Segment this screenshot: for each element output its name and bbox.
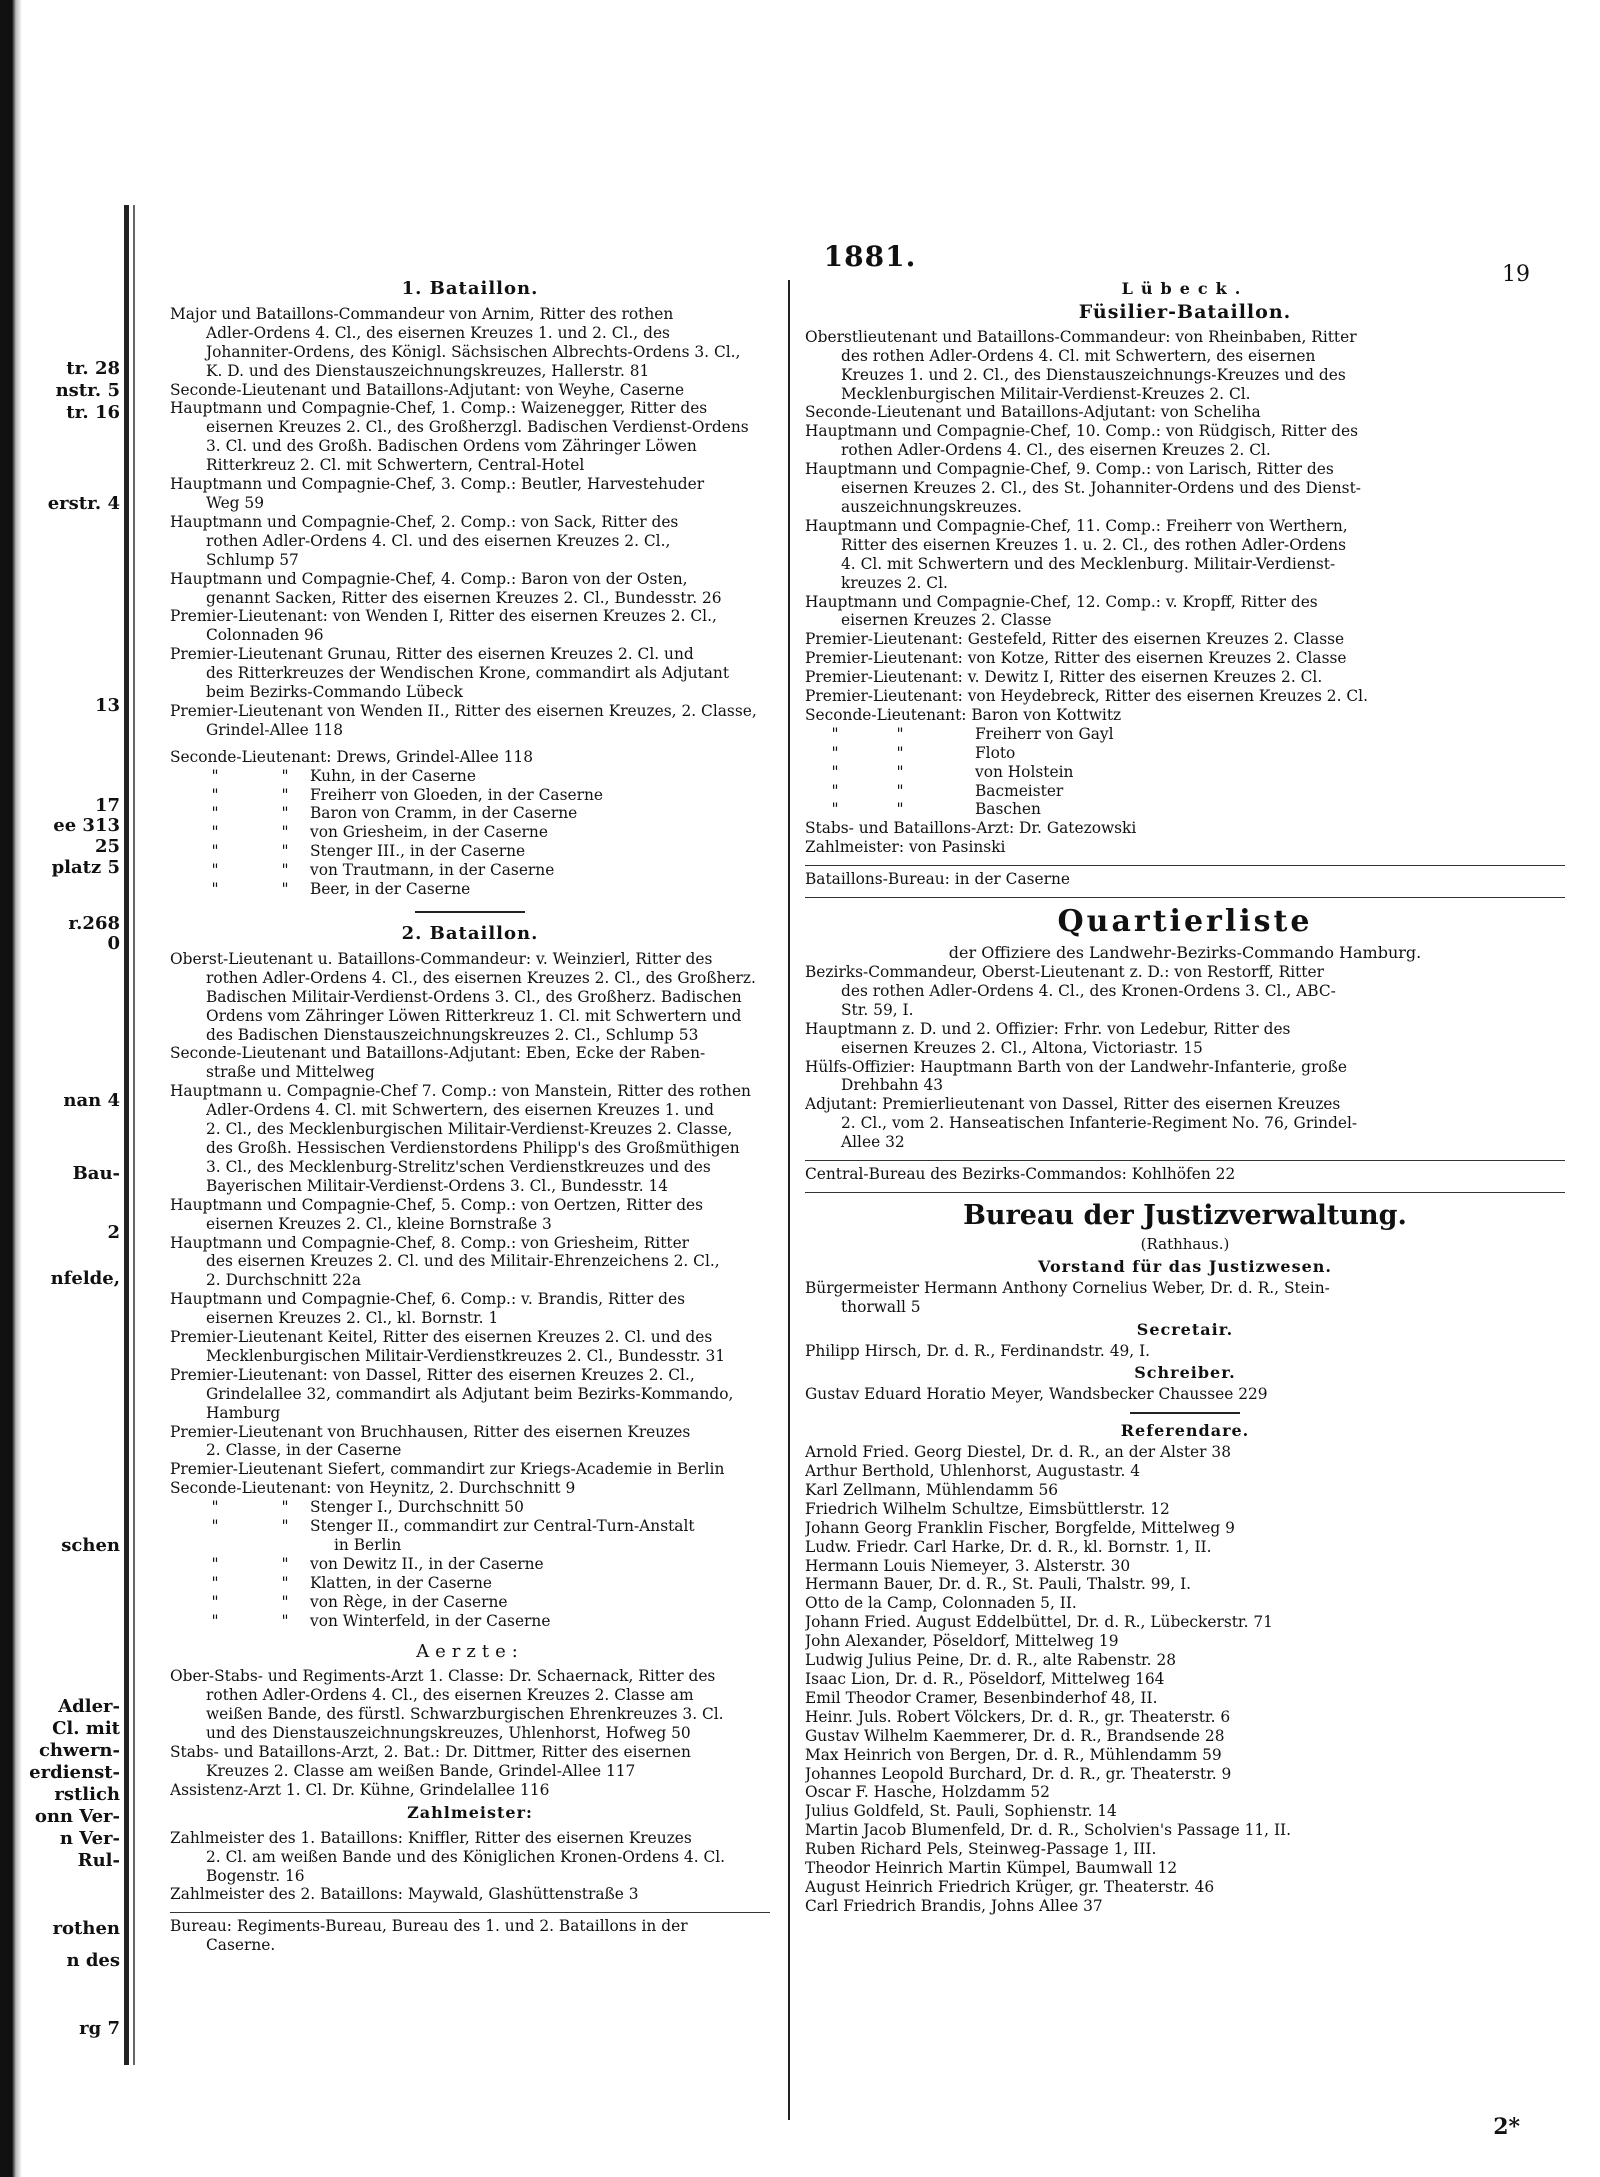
- entry-line: Hauptmann und Compagnie-Chef, 2. Comp.: von Sack, Ritter des: [170, 512, 679, 531]
- entry-line: Hauptmann und Compagnie-Chef, 8. Comp.: von Griesheim, Ritter: [170, 1233, 690, 1252]
- officer-name: in Berlin: [334, 1536, 402, 1554]
- ditto-mark: ": [211, 1498, 219, 1517]
- entry-line: Ritter des eisernen Kreuzes 1. u. 2. Cl., des rothen Adler-Ordens: [841, 535, 1346, 554]
- list-item: Ruben Richard Pels, Steinweg-Passage 1, III.: [805, 1840, 1157, 1859]
- entry-line: Hauptmann und Compagnie-Chef, 10. Comp.: von Rüdgisch, Ritter des: [805, 422, 1359, 441]
- entry-line: Premier-Lieutenant von Bruchhausen, Ritter des eisernen Kreuzes: [170, 1422, 691, 1441]
- ditto-mark: ": [211, 1554, 219, 1573]
- ditto-mark: ": [896, 743, 904, 762]
- list-item: Gustav Wilhelm Kaemmerer, Dr. d. R., Brandsende 28: [805, 1726, 1225, 1745]
- ditto-mark: ": [281, 861, 289, 880]
- list-item: Ludw. Friedr. Carl Harke, Dr. d. R., kl. Bornstr. 1, II.: [805, 1537, 1212, 1556]
- gutter-rule-thin: [133, 205, 135, 2065]
- entry-line: Hülfs-Offizier: Hauptmann Barth von der Landwehr-Infanterie, große: [805, 1057, 1347, 1076]
- entry-line: rothen Adler-Ordens 4. Cl., des eisernen Kreuzes 2. Classe am: [206, 1686, 694, 1705]
- list-item: Oscar F. Hasche, Holzdamm 52: [805, 1783, 1050, 1802]
- list-item: Hermann Bauer, Dr. d. R., St. Pauli, Thalstr. 99, I.: [805, 1575, 1192, 1594]
- previous-page-edge: [0, 0, 124, 2177]
- entry-line: Bayerischen Militair-Verdienst-Ordens 3. Cl., Bundesstr. 14: [206, 1176, 669, 1195]
- list-item: Isaac Lion, Dr. d. R., Pöseldorf, Mittelweg 164: [805, 1670, 1165, 1688]
- ditto-mark: ": [211, 1517, 219, 1536]
- entry-line: rothen Adler-Ordens 4. Cl., des eisernen Kreuzes 2. Cl., des Großherz.: [206, 968, 756, 987]
- fusilier-seconde-lieutenants: [805, 725, 1565, 820]
- entry-line: Hauptmann u. Compagnie-Chef 7. Comp.: von Manstein, Ritter des rothen: [170, 1082, 751, 1101]
- officer-name: Stenger III., in der Caserne: [310, 842, 526, 861]
- prev-page-fragment: chwern-: [38, 1740, 120, 1761]
- list-item: Martin Jacob Blumenfeld, Dr. d. R., Scholvien's Passage 11, II.: [805, 1821, 1291, 1840]
- entry-line: Seconde-Lieutenant: von Heynitz, 2. Durchschnitt 9: [170, 1479, 576, 1498]
- entry-line: Ritterkreuz 2. Cl. mit Schwertern, Central-Hotel: [206, 456, 585, 475]
- entry-line: rothen Adler-Ordens 4. Cl. und des eisernen Kreuzes 2. Cl.,: [206, 531, 671, 550]
- officer-name: von Trautmann, in der Caserne: [310, 861, 555, 880]
- prev-page-fragment: nstr. 5: [55, 380, 120, 401]
- entry-line: thorwall 5: [841, 1297, 921, 1316]
- ditto-mark: ": [211, 785, 219, 804]
- entry-line: Badischen Militair-Verdienst-Ordens 3. Cl., des Großherz. Badischen: [206, 987, 742, 1006]
- entry-line: rothen Adler-Ordens 4. Cl., des eisernen Kreuzes 2. Cl.: [841, 441, 1271, 460]
- ditto-mark: ": [831, 724, 839, 743]
- prev-page-fragment: Bau-: [72, 1163, 120, 1184]
- entry-line: Grindelallee 32, commandirt als Adjutant beim Bezirks-Kommando,: [206, 1384, 734, 1403]
- entry-line: eisernen Kreuzes 2. Cl., Altona, Victoriastr. 15: [841, 1038, 1203, 1057]
- section-heading-aerzte: Aerzte:: [416, 1640, 524, 1662]
- ditto-mark: ": [831, 743, 839, 762]
- entry-line: 2. Cl., vom 2. Hanseatischen Infanterie-Regiment No. 76, Grindel-: [841, 1114, 1358, 1133]
- entry-line: Premier-Lieutenant: von Wenden I, Ritter des eisernen Kreuzes 2. Cl.,: [170, 607, 717, 626]
- ditto-mark: ": [831, 781, 839, 800]
- officer-name: Freiherr von Gayl: [975, 724, 1114, 743]
- entry-line: Zahlmeister: von Pasinski: [805, 838, 1006, 857]
- entry-line: Premier-Lieutenant: v. Dewitz I, Ritter des eisernen Kreuzes 2. Cl.: [805, 668, 1323, 687]
- justizverwaltung-heading: Bureau der Justizverwaltung.: [963, 1199, 1407, 1231]
- officer-name: von Dewitz II., in der Caserne: [310, 1554, 544, 1573]
- prev-page-fragment: rg 7: [79, 2018, 120, 2039]
- section-heading-bataillon-2: 2. Bataillon.: [401, 923, 539, 944]
- prev-page-fragment: Cl. mit: [52, 1718, 120, 1739]
- officer-name: von Winterfeld, in der Caserne: [310, 1611, 551, 1630]
- role-label: Seconde-Lieutenant:: [170, 747, 332, 766]
- prev-page-fragment: 25: [94, 836, 120, 857]
- quartierliste-subheading: der Offiziere des Landwehr-Bezirks-Commando Hamburg.: [948, 943, 1422, 963]
- ditto-mark: ": [211, 842, 219, 861]
- entry-line: eisernen Kreuzes 2. Classe: [841, 611, 1052, 630]
- list-item: Julius Goldfeld, St. Pauli, Sophienstr. 14: [805, 1802, 1117, 1821]
- entry-line: genannt Sacken, Ritter des eisernen Kreuzes 2. Cl., Bundesstr. 26: [206, 588, 722, 607]
- entry-line: Caserne.: [206, 1936, 276, 1955]
- entry-line: Major und Bataillons-Commandeur von Arnim, Ritter des rothen: [170, 304, 674, 323]
- list-item: Emil Theodor Cramer, Besenbinderhof 48, II.: [805, 1688, 1158, 1707]
- ditto-mark: ": [896, 800, 904, 819]
- entry-line: Mecklenburgischen Militair-Verdienst-Kreuzes 2. Cl.: [841, 384, 1251, 403]
- page-year: 1881.: [823, 240, 917, 273]
- entry-line: Oberstlieutenant und Bataillons-Commandeur: von Rheinbaben, Ritter: [805, 327, 1357, 346]
- prev-page-fragment: n des: [66, 1950, 120, 1971]
- divider-line: [170, 1912, 770, 1913]
- prev-page-fragment: erdienst-: [29, 1762, 120, 1783]
- prev-page-fragment: onn Ver-: [34, 1806, 120, 1827]
- entry-line: Zahlmeister des 1. Bataillons: Kniffler, Ritter des eisernen Kreuzes: [170, 1828, 692, 1847]
- ditto-mark: ": [281, 823, 289, 842]
- entry-line: K. D. und des Dienstauszeichnungskreuzes, Hallerstr. 81: [206, 361, 650, 380]
- entry-line: 4. Cl. mit Schwertern und des Mecklenburg. Militair-Verdienst-: [841, 554, 1336, 573]
- entry-line: Premier-Lieutenant Siefert, commandirt zur Kriegs-Academie in Berlin: [170, 1460, 725, 1479]
- bureau-entry: [170, 1917, 770, 1955]
- divider-line: [805, 897, 1565, 898]
- ditto-mark: ": [281, 785, 289, 804]
- prev-page-fragment: schen: [61, 1535, 120, 1556]
- entry-line: Str. 59, I.: [841, 1000, 914, 1019]
- entry-line: Philipp Hirsch, Dr. d. R., Ferdinandstr. 49, I.: [805, 1341, 1151, 1360]
- entry-line: 3. Cl. und des Großh. Badischen Ordens vom Zähringer Löwen: [206, 437, 697, 456]
- officer-name: Bacmeister: [975, 781, 1064, 800]
- aerzte-entries: [170, 1667, 770, 1799]
- entry-line: Stabs- und Bataillons-Arzt, 2. Bat.: Dr. Dittmer, Ritter des eisernen: [170, 1743, 691, 1762]
- entry-line: Allee 32: [841, 1133, 905, 1152]
- entry-line: Mecklenburgischen Militair-Verdienstkreuzes 2. Cl., Bundesstr. 31: [206, 1346, 726, 1365]
- column-separator: [788, 280, 790, 2120]
- list-item: Otto de la Camp, Colonnaden 5, II.: [805, 1594, 1077, 1613]
- prev-page-fragment: 2: [107, 1222, 120, 1243]
- officer-name: Drews, Grindel-Allee 118: [336, 747, 534, 766]
- fusilier-entries: [805, 328, 1565, 725]
- officer-name: Baron von Cramm, in der Caserne: [310, 804, 578, 823]
- entry-line: auszeichnungskreuzes.: [841, 497, 1022, 516]
- entry-line: Kreuzes 2. Classe am weißen Bande, Grindel-Allee 117: [206, 1761, 636, 1780]
- entry-line: eisernen Kreuzes 2. Cl., kleine Bornstraße 3: [206, 1214, 552, 1233]
- entry-line: Seconde-Lieutenant und Bataillons-Adjutant: Eben, Ecke der Raben-: [170, 1044, 706, 1063]
- entry-line: Assistenz-Arzt 1. Cl. Dr. Kühne, Grindelallee 116: [170, 1780, 550, 1799]
- entry-line: Ober-Stabs- und Regiments-Arzt 1. Classe: Dr. Schaernack, Ritter des: [170, 1667, 716, 1686]
- entry-line: Schlump 57: [206, 550, 299, 569]
- prev-page-fragment: tr. 16: [66, 402, 120, 423]
- ditto-mark: ": [281, 1517, 289, 1536]
- bataillon-2-entries: [170, 950, 770, 1498]
- entry-line: Adler-Ordens 4. Cl. mit Schwertern, des eisernen Kreuzes 1. und: [206, 1101, 715, 1120]
- officer-name: Baschen: [975, 800, 1041, 819]
- entry-line: Drehbahn 43: [841, 1076, 944, 1095]
- officer-name: Floto: [975, 743, 1016, 762]
- officer-name: Stenger I., Durchschnitt 50: [310, 1498, 524, 1517]
- referendare-list: [805, 1443, 1565, 1916]
- ditto-mark: ": [831, 800, 839, 819]
- entry-line: Seconde-Lieutenant und Bataillons-Adjutant: von Weyhe, Caserne: [170, 380, 685, 399]
- entry-line: 2. Cl., des Mecklenburgischen Militair-Verdienst-Kreuzes 2. Classe,: [206, 1120, 733, 1139]
- officer-name: Stenger II., commandirt zur Central-Turn-Anstalt: [310, 1517, 695, 1536]
- entry-line: Premier-Lieutenant von Wenden II., Ritter des eisernen Kreuzes, 2. Classe,: [170, 701, 757, 720]
- ditto-mark: ": [896, 724, 904, 743]
- entry-line: Seconde-Lieutenant: Baron von Kottwitz: [805, 705, 1122, 724]
- officer-name: Kuhn, in der Caserne: [310, 766, 476, 785]
- entry-line: Kreuzes 1. und 2. Cl., des Dienstauszeichnungs-Kreuzes und des: [841, 365, 1346, 384]
- entry-line: Hauptmann und Compagnie-Chef, 5. Comp.: von Oertzen, Ritter des: [170, 1195, 704, 1214]
- entry-line: eisernen Kreuzes 2. Cl., des Großherzgl. Badischen Verdienst-Ordens: [206, 418, 749, 437]
- entry-line: Hamburg: [206, 1403, 281, 1422]
- entry-line: des Großh. Hessischen Verdienstordens Philipp's des Großmüthigen: [206, 1138, 740, 1157]
- list-item: Johannes Leopold Burchard, Dr. d. R., gr. Theaterstr. 9: [805, 1764, 1232, 1783]
- bataillon-2-seconde-lieutenants: [170, 1498, 770, 1630]
- entry-line: Colonnaden 96: [206, 626, 324, 645]
- list-item: Max Heinrich von Bergen, Dr. d. R., Mühlendamm 59: [805, 1745, 1222, 1764]
- list-item: Johann Georg Franklin Fischer, Borgfelde, Mittelweg 9: [805, 1518, 1235, 1537]
- entry-line: Premier-Lieutenant: von Kotze, Ritter des eisernen Kreuzes 2. Classe: [805, 649, 1347, 668]
- ditto-mark: ": [281, 1498, 289, 1517]
- prev-page-fragment: rothen: [52, 1918, 120, 1939]
- entry-line: Bogenstr. 16: [206, 1866, 305, 1885]
- entry-line: straße und Mittelweg: [206, 1063, 375, 1082]
- secretair-heading: Secretair.: [1136, 1319, 1234, 1339]
- entry-line: Premier-Lieutenant: von Dassel, Ritter des eisernen Kreuzes 2. Cl.,: [170, 1365, 695, 1384]
- list-item: Arthur Berthold, Uhlenhorst, Augustastr. 4: [805, 1462, 1141, 1481]
- entry-line: 2. Cl. am weißen Bande und des Königlichen Kronen-Ordens 4. Cl.: [206, 1847, 726, 1866]
- entry-line: Premier-Lieutenant Keitel, Ritter des eisernen Kreuzes 2. Cl. und des: [170, 1328, 713, 1347]
- officer-name: Klatten, in der Caserne: [310, 1573, 493, 1592]
- list-item: Arnold Fried. Georg Diestel, Dr. d. R., an der Alster 38: [805, 1443, 1231, 1462]
- entry-line: des Badischen Dienstauszeichnungskreuzes 2. Cl., Schlump 53: [206, 1025, 699, 1044]
- section-heading-zahlmeister: Zahlmeister:: [407, 1802, 533, 1822]
- entry-line: Central-Bureau des Bezirks-Commandos: Kohlhöfen 22: [805, 1165, 1236, 1184]
- signature-mark: 2*: [1493, 2114, 1520, 2140]
- entry-line: des eisernen Kreuzes 2. Cl. und des Militair-Ehrenzeichens 2. Cl.,: [206, 1252, 720, 1271]
- prev-page-fragment: platz 5: [51, 857, 120, 878]
- list-item: Heinr. Juls. Robert Völckers, Dr. d. R., gr. Theaterstr. 6: [805, 1707, 1231, 1726]
- bataillon-1-seconde-lieutenants: [170, 748, 770, 899]
- officer-name: von Rège, in der Caserne: [310, 1592, 508, 1611]
- officer-name: von Griesheim, in der Caserne: [310, 823, 548, 842]
- schreiber-heading: Schreiber.: [1134, 1363, 1236, 1383]
- ditto-mark: ": [211, 1592, 219, 1611]
- prev-page-fragment: 13: [94, 695, 120, 716]
- divider-line: [805, 1160, 1565, 1161]
- ditto-mark: ": [211, 1611, 219, 1630]
- prev-page-fragment: nfelde,: [50, 1268, 120, 1289]
- entry-line: Hauptmann und Compagnie-Chef, 9. Comp.: von Larisch, Ritter des: [805, 460, 1334, 479]
- entry-line: Hauptmann und Compagnie-Chef, 4. Comp.: Baron von der Osten,: [170, 569, 688, 588]
- ditto-mark: ": [211, 766, 219, 785]
- entry-line: Adjutant: Premierlieutenant von Dassel, Ritter des eisernen Kreuzes: [805, 1095, 1341, 1114]
- prev-page-fragment: 0: [107, 933, 120, 954]
- entry-line: weißen Bande, des fürstl. Schwarzburgischen Ehrenkreuzes 3. Cl.: [206, 1705, 724, 1724]
- list-item: John Alexander, Pöseldorf, Mittelweg 19: [805, 1632, 1119, 1651]
- entry-line: Johanniter-Ordens, des Königl. Sächsischen Albrechts-Ordens 3. Cl.,: [206, 342, 741, 361]
- ditto-mark: ": [896, 762, 904, 781]
- entry-line: des Ritterkreuzes der Wendischen Krone, commandirt als Adjutant: [206, 664, 730, 683]
- ditto-mark: ": [211, 1573, 219, 1592]
- section-divider: [415, 911, 525, 913]
- prev-page-fragment: erstr. 4: [47, 493, 120, 514]
- zahlmeister-entries: [170, 1829, 770, 1905]
- entry-line: Bataillons-Bureau: in der Caserne: [805, 870, 1071, 889]
- ditto-mark: ": [281, 1573, 289, 1592]
- entry-line: Hauptmann und Compagnie-Chef, 3. Comp.: Beutler, Harvestehuder: [170, 475, 705, 494]
- entry-line: Ordens vom Zähringer Löwen Ritterkreuz 1. Cl. mit Schwertern und: [206, 1006, 742, 1025]
- section-heading-bataillon-1: 1. Bataillon.: [401, 278, 539, 299]
- ditto-mark: ": [211, 861, 219, 880]
- entry-line: Hauptmann und Compagnie-Chef, 12. Comp.: v. Kropff, Ritter des: [805, 592, 1318, 611]
- ditto-mark: ": [896, 781, 904, 800]
- vorstand-heading: Vorstand für das Justizwesen.: [1038, 1256, 1332, 1276]
- entry-line: Gustav Eduard Horatio Meyer, Wandsbecker Chaussee 229: [805, 1385, 1268, 1404]
- entry-line: eisernen Kreuzes 2. Cl., kl. Bornstr. 1: [206, 1309, 499, 1328]
- prev-page-fragment: nan 4: [63, 1090, 120, 1111]
- officer-name: Freiherr von Gloeden, in der Caserne: [310, 785, 603, 804]
- divider-line: [805, 865, 1565, 866]
- entry-line: Stabs- und Bataillons-Arzt: Dr. Gatezowski: [805, 819, 1137, 838]
- entry-line: Bureau: Regiments-Bureau, Bureau des 1. und 2. Bataillons in der: [170, 1917, 688, 1936]
- entry-line: Premier-Lieutenant: Gestefeld, Ritter des eisernen Kreuzes 2. Classe: [805, 630, 1345, 649]
- entry-line: Premier-Lieutenant Grunau, Ritter des eisernen Kreuzes 2. Cl. und: [170, 645, 694, 664]
- list-item: Karl Zellmann, Mühlendamm 56: [805, 1480, 1059, 1499]
- list-item: Johann Fried. August Eddelbüttel, Dr. d. R., Lübeckerstr. 71: [805, 1613, 1273, 1632]
- page-number: 19: [1502, 262, 1530, 287]
- list-item: Ludwig Julius Peine, Dr. d. R., alte Rabenstr. 28: [805, 1651, 1177, 1670]
- prev-page-fragment: Adler-: [58, 1696, 120, 1717]
- entry-line: Hauptmann und Compagnie-Chef, 1. Comp.: Waizenegger, Ritter des: [170, 399, 708, 418]
- left-column: [170, 276, 770, 1955]
- ditto-mark: ": [281, 842, 289, 861]
- officer-name: Beer, in der Caserne: [310, 880, 471, 899]
- ditto-mark: ": [281, 804, 289, 823]
- entry-line: kreuzes 2. Cl.: [841, 573, 948, 592]
- ditto-mark: ": [211, 804, 219, 823]
- quartierliste-entries: [805, 963, 1565, 1152]
- entry-line: Zahlmeister des 2. Bataillons: Maywald, Glashüttenstraße 3: [170, 1885, 639, 1904]
- prev-page-fragment: rstlich: [54, 1784, 120, 1805]
- divider-line: [805, 1192, 1565, 1193]
- prev-page-fragment: 17: [94, 795, 120, 816]
- ditto-mark: ": [281, 766, 289, 785]
- document-page: [150, 240, 1570, 2140]
- entry-line: eisernen Kreuzes 2. Cl., des St. Johanniter-Ordens und des Dienst-: [841, 479, 1361, 498]
- quartierliste-heading: Quartierliste: [1057, 904, 1313, 940]
- entry-line: beim Bezirks-Commando Lübeck: [206, 683, 463, 702]
- entry-line: Grindel-Allee 118: [206, 720, 344, 739]
- list-item: Hermann Louis Niemeyer, 3. Alsterstr. 30: [805, 1556, 1131, 1575]
- ditto-mark: ": [831, 762, 839, 781]
- list-item: Carl Friedrich Brandis, Johns Allee 37: [805, 1896, 1103, 1915]
- entry-line: Hauptmann z. D. und 2. Offizier: Frhr. von Ledebur, Ritter des: [805, 1019, 1291, 1038]
- ditto-mark: ": [211, 823, 219, 842]
- section-divider: [1130, 1412, 1240, 1414]
- list-item: August Heinrich Friedrich Krüger, gr. Theaterstr. 46: [805, 1877, 1215, 1896]
- list-item: Friedrich Wilhelm Schultze, Eimsbüttlerstr. 12: [805, 1499, 1170, 1518]
- entry-line: Hauptmann und Compagnie-Chef, 6. Comp.: v. Brandis, Ritter des: [170, 1290, 685, 1309]
- ditto-mark: ": [281, 880, 289, 899]
- justizverwaltung-subheading: (Rathhaus.): [1140, 1234, 1230, 1253]
- entry-line: Hauptmann und Compagnie-Chef, 11. Comp.: Freiherr von Werthern,: [805, 516, 1348, 535]
- bataillon-1-entries: [170, 305, 770, 740]
- ditto-mark: ": [281, 1592, 289, 1611]
- section-heading-fusilier: Füsilier-Bataillon.: [1078, 300, 1292, 323]
- entry-line: Adler-Ordens 4. Cl., des eisernen Kreuzes 1. und 2. Cl., des: [206, 323, 670, 342]
- entry-line: Oberst-Lieutenant u. Bataillons-Commandeur: v. Weinzierl, Ritter des: [170, 949, 713, 968]
- prev-page-fragment: r.268: [68, 913, 120, 934]
- entry-line: Bezirks-Commandeur, Oberst-Lieutenant z. D.: von Restorff, Ritter: [805, 963, 1324, 981]
- gutter-rule: [124, 205, 129, 2065]
- entry-line: 2. Durchschnitt 22a: [206, 1271, 362, 1290]
- prev-page-fragment: tr. 28: [66, 358, 120, 379]
- entry-line: 3. Cl., des Mecklenburg-Strelitz'schen Verdienstkreuzes und des: [206, 1157, 711, 1176]
- entry-line: 2. Classe, in der Caserne: [206, 1441, 402, 1460]
- entry-line: Premier-Lieutenant: von Heydebreck, Ritter des eisernen Kreuzes 2. Cl.: [805, 687, 1368, 706]
- entry-line: Bürgermeister Hermann Anthony Cornelius Weber, Dr. d. R., Stein-: [805, 1278, 1330, 1297]
- prev-page-fragment: ee 313: [53, 815, 120, 836]
- ditto-mark: ": [211, 880, 219, 899]
- entry-line: Seconde-Lieutenant und Bataillons-Adjutant: von Scheliha: [805, 403, 1261, 422]
- referendare-heading: Referendare.: [1120, 1421, 1250, 1441]
- prev-page-fragment: Rul-: [77, 1850, 120, 1871]
- entry-line: und des Dienstauszeichnungskreuzes, Uhlenhorst, Hofweg 50: [206, 1724, 691, 1743]
- entry-line: Weg 59: [206, 493, 264, 512]
- entry-line: des rothen Adler-Ordens 4. Cl., des Kronen-Ordens 3. Cl., ABC-: [841, 981, 1336, 1000]
- right-column: [805, 276, 1565, 1916]
- officer-name: von Holstein: [975, 762, 1074, 781]
- city-heading: Lübeck.: [1121, 279, 1249, 298]
- list-item: Theodor Heinrich Martin Kümpel, Baumwall 12: [805, 1859, 1178, 1878]
- prev-page-fragment: n Ver-: [59, 1828, 120, 1849]
- ditto-mark: ": [281, 1611, 289, 1630]
- entry-line: des rothen Adler-Ordens 4. Cl. mit Schwertern, des eisernen: [841, 346, 1316, 365]
- ditto-mark: ": [281, 1554, 289, 1573]
